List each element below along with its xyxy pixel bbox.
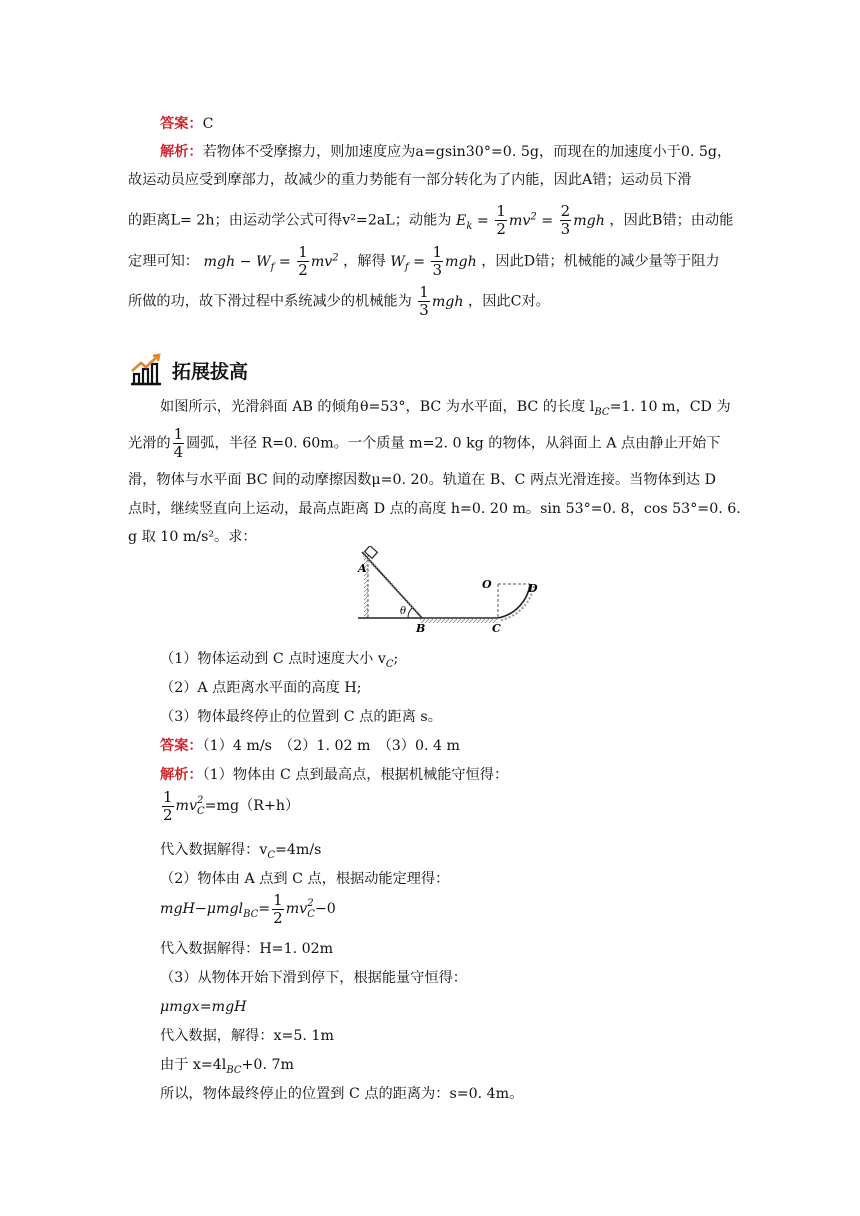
analysis-text: 若物体不受摩擦力，则加速度应为a=gsin30°=0. 5g，而现在的加速度小于0. 5g， [202, 144, 732, 160]
analysis2-line-1 [160, 765, 508, 785]
numerator: 1 [273, 890, 283, 909]
problem-line-3: 滑，物体与水平面 BC 间的动摩擦因数μ=0. 20。轨道在 B、C 两点光滑连接。当物体到达 D [128, 472, 716, 488]
subscript: k [466, 220, 473, 232]
analysis-text: ，因此D错；机械能的减少量等于阻力 [481, 253, 720, 270]
label-theta: θ [400, 606, 407, 617]
denominator: 4 [173, 443, 184, 461]
problem-line-2 [128, 426, 720, 461]
subscript: f [404, 261, 409, 273]
analysis-line-2: 故运动员应受到摩部力，故减少的重力势能有一部分转化为了内能，因此A错；运动员下滑 [128, 172, 692, 188]
formula-text: −0 [314, 901, 336, 917]
analysis-label: 解析： [160, 144, 203, 160]
fraction [173, 426, 185, 461]
analysis-text: 的距离L= 2h；由运动学公式可得v²=2aL；动能为 [128, 212, 452, 229]
numerator: 1 [298, 243, 308, 262]
numerator: 1 [173, 425, 184, 443]
formula-text: = [258, 901, 271, 917]
problem-text: =1. 10 m，CD 为 [609, 399, 731, 415]
analysis-text: +0. 7m [241, 1057, 294, 1073]
label-C: C [492, 622, 501, 635]
fraction [297, 244, 309, 279]
subscript: C [267, 849, 275, 861]
subscript: C [385, 658, 394, 670]
fraction [162, 789, 174, 824]
question-text: （1）物体运动到 C 点时速度大小 v [160, 651, 386, 667]
fraction [495, 203, 507, 238]
analysis2-line-11: 所以，物体最终停止的位置到 C 点的距离为：s=0. 4m。 [160, 1086, 524, 1102]
problem-text: 光滑的 [128, 435, 171, 452]
analysis2-line-6: 代入数据解得：H=1. 02m [160, 941, 334, 957]
subscript: C [307, 909, 315, 920]
formula-ek: $E_k$ = $\frac{1}{2}$ $mv^2$ = $\frac{2}{3}$ mgh [456, 202, 605, 239]
analysis2-line-2: $\frac{1}{2}$ mv 2 C =mg（R+h） [163, 787, 300, 824]
numerator: 1 [496, 202, 506, 221]
analysis-label: 解析： [160, 767, 203, 783]
label-B: B [416, 622, 426, 635]
numerator: 1 [432, 243, 443, 262]
analysis-text: 代入数据解得：v [160, 842, 268, 858]
analysis2-line-7: （3）从物体开始下滑到停下，根据能量守恒得： [160, 970, 467, 986]
analysis-line-4 [128, 241, 720, 285]
section-title: 拓展拔高 [172, 360, 249, 383]
denominator: 3 [560, 220, 571, 239]
subscript: C [197, 806, 205, 817]
numerator: 2 [560, 202, 571, 221]
problem-text: 如图所示，光滑斜面 AB 的倾角θ=53°，BC 为水平面，BC 的长度 l [160, 399, 595, 415]
fraction [272, 892, 284, 927]
formula-energy: $\frac{1}{3}$ mgh [419, 283, 464, 319]
analysis-line-5 [128, 284, 550, 319]
answer-value: （1）4 m/s （2）1. 02 m （3）0. 4 m [202, 738, 461, 754]
analysis-text: （1）物体由 C 点到最高点，根据机械能守恒得： [202, 767, 509, 783]
analysis-text: 定理可知： [128, 253, 199, 270]
formula-text: mgH−μmgl [160, 901, 244, 917]
subscript: BC [243, 908, 259, 920]
analysis-text: 由于 x=4l [160, 1057, 227, 1073]
numerator: 1 [163, 787, 173, 806]
fraction [431, 244, 443, 279]
answer-line-2 [160, 736, 460, 756]
analysis-text: ，因此C对。 [468, 293, 550, 310]
subscript: f [270, 261, 275, 273]
analysis2-line-5: mgH−μmgl$_{BC}$= $\frac{1}{2}$ mv 2 C −0 [160, 890, 336, 927]
formula-wf: $W_f$ = $\frac{1}{3}$ mgh [390, 243, 477, 280]
analysis2-line-9: 代入数据，解得：x=5. 1m [160, 1028, 334, 1044]
analysis2-line-4: （2）物体由 A 点到 C 点，根据动能定理得： [160, 871, 450, 887]
numerator: 1 [419, 283, 429, 301]
answer-label: 答案： [160, 738, 203, 754]
analysis-line-1 [160, 142, 731, 162]
analysis-text: =4m/s [275, 842, 322, 858]
question-1: （1）物体运动到 C 点时速度大小 $v_C$; [160, 651, 399, 670]
answer-value: C [202, 116, 214, 132]
subscript: BC [226, 1064, 242, 1076]
subscript: BC [594, 406, 610, 418]
analysis-text: =mg（R+h） [204, 798, 300, 814]
denominator: 2 [496, 220, 506, 239]
section-header [128, 350, 248, 390]
problem-line-1 [160, 397, 731, 423]
answer-line-1 [160, 114, 213, 134]
answer-label: 答案： [160, 116, 203, 132]
label-D: D [528, 582, 538, 595]
question-2: （2）A 点距离水平面的高度 H; [160, 680, 362, 696]
problem-line-5: g 取 10 m/s²。求： [128, 529, 257, 545]
formula-work: mgh − $W_f$ = $\frac{1}{2}$ $mv^2$ [203, 243, 339, 280]
fraction [560, 203, 572, 238]
denominator: 3 [432, 261, 443, 280]
problem-line-4: 点时，继续竖直向上运动，最高点距离 D 点的高度 h=0. 20 m。sin 53°=0. 8，cos 53°=0. 6. [128, 501, 741, 517]
growth-chart-icon [128, 353, 164, 387]
analysis-text: 所做的功，故下滑过程中系统减少的机械能为 [128, 293, 412, 310]
label-A: A [358, 562, 367, 575]
problem-text: 圆弧，半径 R=0. 60m。一个质量 m=2. 0 kg 的物体，从斜面上 A 点由静止开始下 [186, 435, 721, 452]
denominator: 2 [273, 908, 283, 927]
denominator: 2 [298, 261, 308, 280]
analysis2-line-3 [160, 840, 321, 866]
label-O: O [482, 578, 492, 591]
analysis2-line-8: μmgx=mgH [160, 999, 247, 1015]
denominator: 2 [163, 805, 173, 824]
analysis-text: ，解得 [343, 253, 386, 270]
incline-track-figure [350, 546, 544, 638]
fraction [418, 284, 430, 319]
question-3: （3）物体最终停止的位置到 C 点的距离 s。 [160, 709, 442, 725]
analysis2-line-10 [160, 1055, 294, 1081]
denominator: 3 [419, 301, 429, 319]
analysis-text: ，因此B错；由动能 [609, 212, 734, 229]
analysis-line-3 [128, 200, 733, 244]
